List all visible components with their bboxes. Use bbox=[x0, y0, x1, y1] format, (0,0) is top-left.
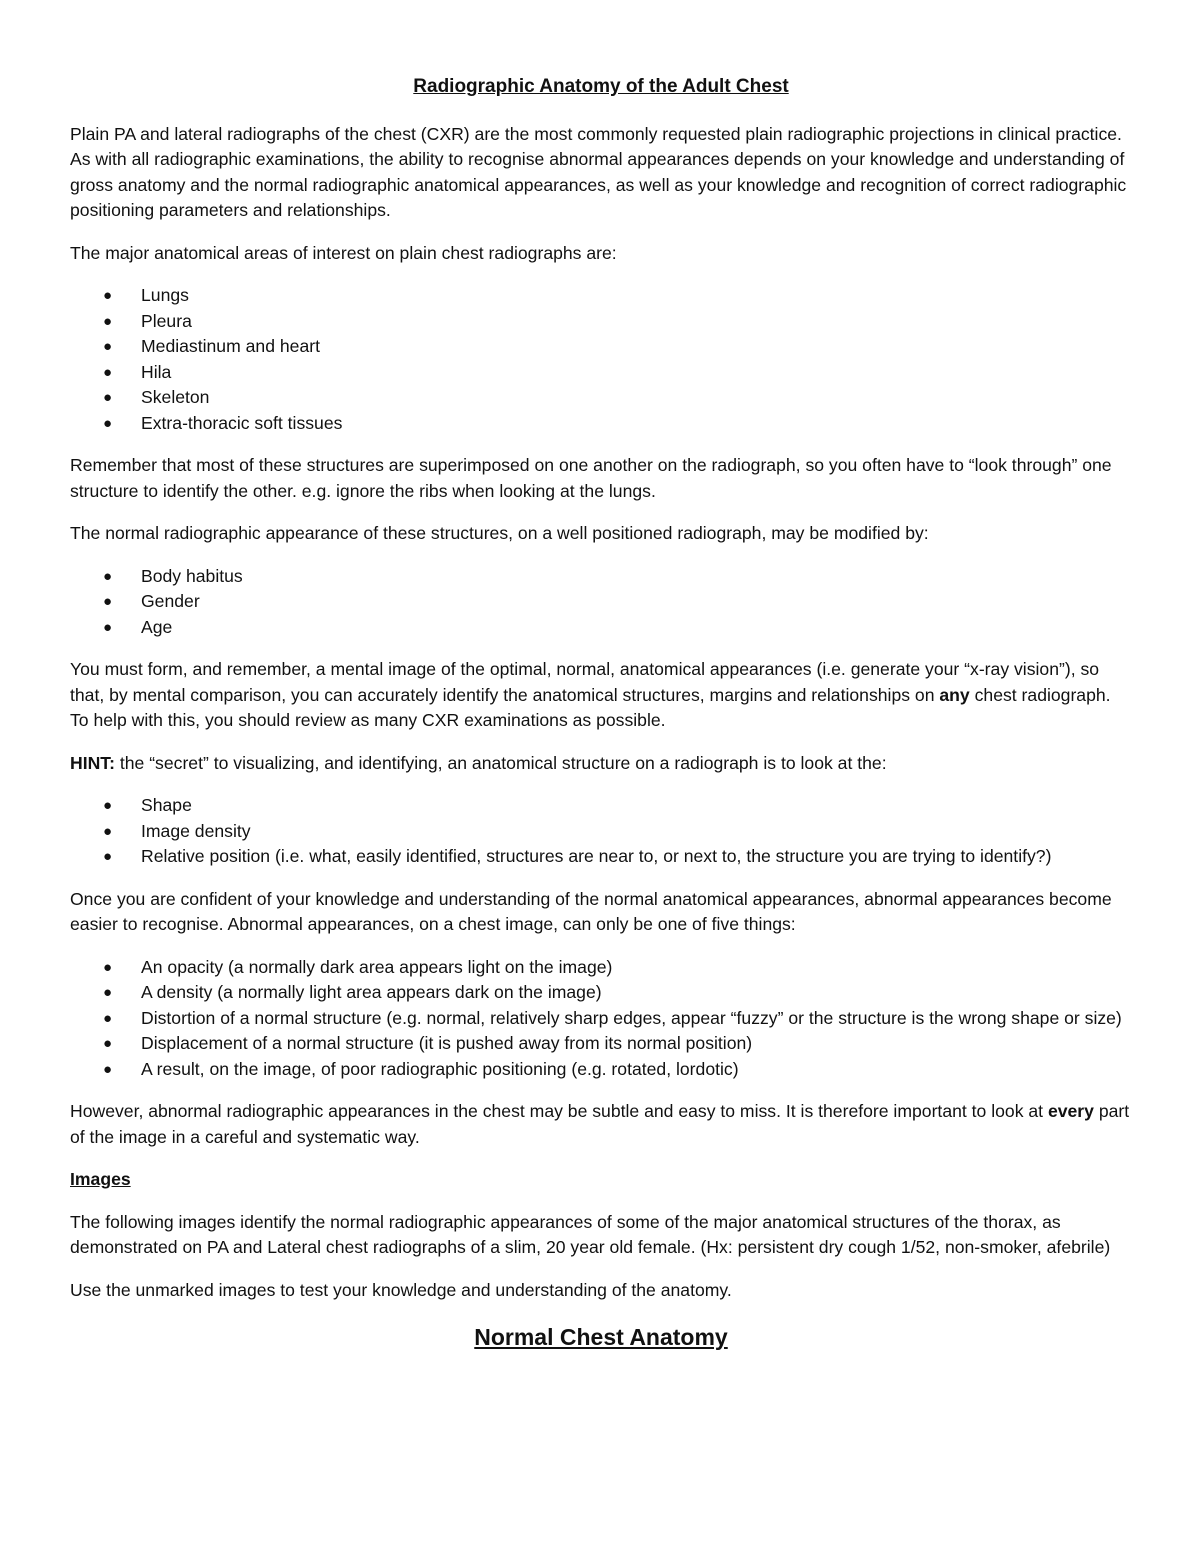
unmarked-paragraph: Use the unmarked images to test your knowledge and understanding of the anatomy. bbox=[70, 1279, 732, 1300]
list-item: ● Gender bbox=[70, 589, 1132, 615]
list-item: ● Lungs bbox=[70, 283, 1132, 309]
superimposed-paragraph: Remember that most of these structures are superimposed on one another on the radiograph, so you often have to “look through” one structure to identify the other. e.g. ignore the ribs when looking at the lungs. bbox=[70, 455, 1112, 501]
bullet-icon: ● bbox=[103, 797, 113, 814]
bullet-icon: ● bbox=[103, 1009, 113, 1027]
list-item: ● Displacement of a normal structure (it is pushed away from its normal position) bbox=[70, 1031, 1132, 1057]
emphasis-every: every bbox=[1047, 1101, 1094, 1121]
hint-label: HINT: bbox=[70, 752, 115, 773]
bullet-icon: ● bbox=[103, 1035, 113, 1052]
list-item: ● Age bbox=[70, 615, 1132, 641]
bullet-icon: ● bbox=[103, 593, 113, 610]
list-item: ● Extra-thoracic soft tissues bbox=[70, 411, 1132, 437]
bullet-icon: ● bbox=[103, 389, 113, 406]
images-heading: Images bbox=[70, 1169, 131, 1189]
list-item: ● Relative position (i.e. what, easily identified, structures are near to, or next to, the structure you are trying to identify?) bbox=[70, 844, 1132, 870]
mental-image-paragraph: You must form, and remember, a mental image of the optimal, normal, anatomical appearances (i.e. generate your “x-ray vision”), so that, by mental comparison, you can accurately identify the anatomical structures, margins and relationships on any chest radiograph. To help with this, you should review as many CXR examinations as possible. bbox=[70, 659, 1111, 730]
list-item: ● An opacity (a normally dark area appears light on the image) bbox=[70, 955, 1132, 981]
bullet-icon: ● bbox=[103, 1060, 113, 1078]
list-item: ● Body habitus bbox=[70, 564, 1132, 590]
list-item: ● A result, on the image, of poor radiographic positioning (e.g. rotated, lordotic) bbox=[70, 1057, 1132, 1083]
abnormal-list bbox=[70, 955, 1132, 1083]
hint-paragraph: HINT: the “secret” to visualizing, and identifying, an anatomical structure on a radiograph is to look at the: bbox=[70, 752, 887, 773]
emphasis-any: any bbox=[939, 684, 970, 705]
list-item: ● A density (a normally light area appears dark on the image) bbox=[70, 980, 1132, 1006]
bullet-icon: ● bbox=[103, 414, 113, 432]
intro-paragraph: Plain PA and lateral radiographs of the chest (CXR) are the most commonly requested plain radiographic projections in clinical practice. As with all radiographic examinations, the ability to recognise abnormal appearances depends on your knowledge and understanding of gross anatomy and the normal radiographic anatomical appearances, as well as your knowledge and recognition of correct radiographic positioning parameters and relationships. bbox=[70, 123, 1127, 220]
list-item: ● Shape bbox=[70, 793, 1132, 819]
however-paragraph: However, abnormal radiographic appearances in the chest may be subtle and easy to miss. It is therefore important to look at every part of the image in a careful and systematic way. bbox=[70, 1101, 1130, 1147]
confident-paragraph: Once you are confident of your knowledge and understanding of the normal anatomical appearances, abnormal appearances become easier to recognise. Abnormal appearances, on a chest image, can only be one of five things: bbox=[70, 888, 1112, 934]
bullet-icon: ● bbox=[103, 312, 113, 330]
areas-intro-paragraph: The major anatomical areas of interest on plain chest radiographs are: bbox=[70, 242, 617, 263]
bullet-icon: ● bbox=[103, 822, 113, 840]
images-paragraph: The following images identify the normal radiographic appearances of some of the major anatomical structures of the thorax, as demonstrated on PA and Lateral chest radiographs of a slim, 20 year old female. (Hx: persistent dry cough 1/52, non-smoker, afebrile) bbox=[70, 1211, 1111, 1257]
bullet-icon: ● bbox=[103, 567, 113, 585]
document-page bbox=[70, 70, 1132, 1351]
modifiers-list bbox=[70, 564, 1132, 641]
list-item: ● Hila bbox=[70, 360, 1132, 386]
document-title: Radiographic Anatomy of the Adult Chest bbox=[413, 76, 789, 97]
bullet-icon: ● bbox=[103, 958, 113, 976]
bullet-icon: ● bbox=[103, 338, 113, 355]
bullet-icon: ● bbox=[103, 618, 113, 636]
list-item: ● Skeleton bbox=[70, 385, 1132, 411]
bullet-icon: ● bbox=[103, 363, 113, 381]
list-item: ● Pleura bbox=[70, 309, 1132, 335]
modified-intro-paragraph: The normal radiographic appearance of these structures, on a well positioned radiograph, may be modified by: bbox=[70, 523, 929, 543]
list-item: ● Mediastinum and heart bbox=[70, 334, 1132, 360]
bullet-icon: ● bbox=[103, 287, 113, 304]
areas-list bbox=[70, 283, 1132, 436]
list-item: ● Distortion of a normal structure (e.g. normal, relatively sharp edges, appear “fuzzy” or the structure is the wrong shape or size) bbox=[70, 1006, 1132, 1032]
list-item: ● Image density bbox=[70, 819, 1132, 845]
hint-list bbox=[70, 793, 1132, 870]
section-title: Normal Chest Anatomy bbox=[474, 1324, 728, 1350]
bullet-icon: ● bbox=[103, 984, 113, 1001]
bullet-icon: ● bbox=[103, 848, 113, 865]
